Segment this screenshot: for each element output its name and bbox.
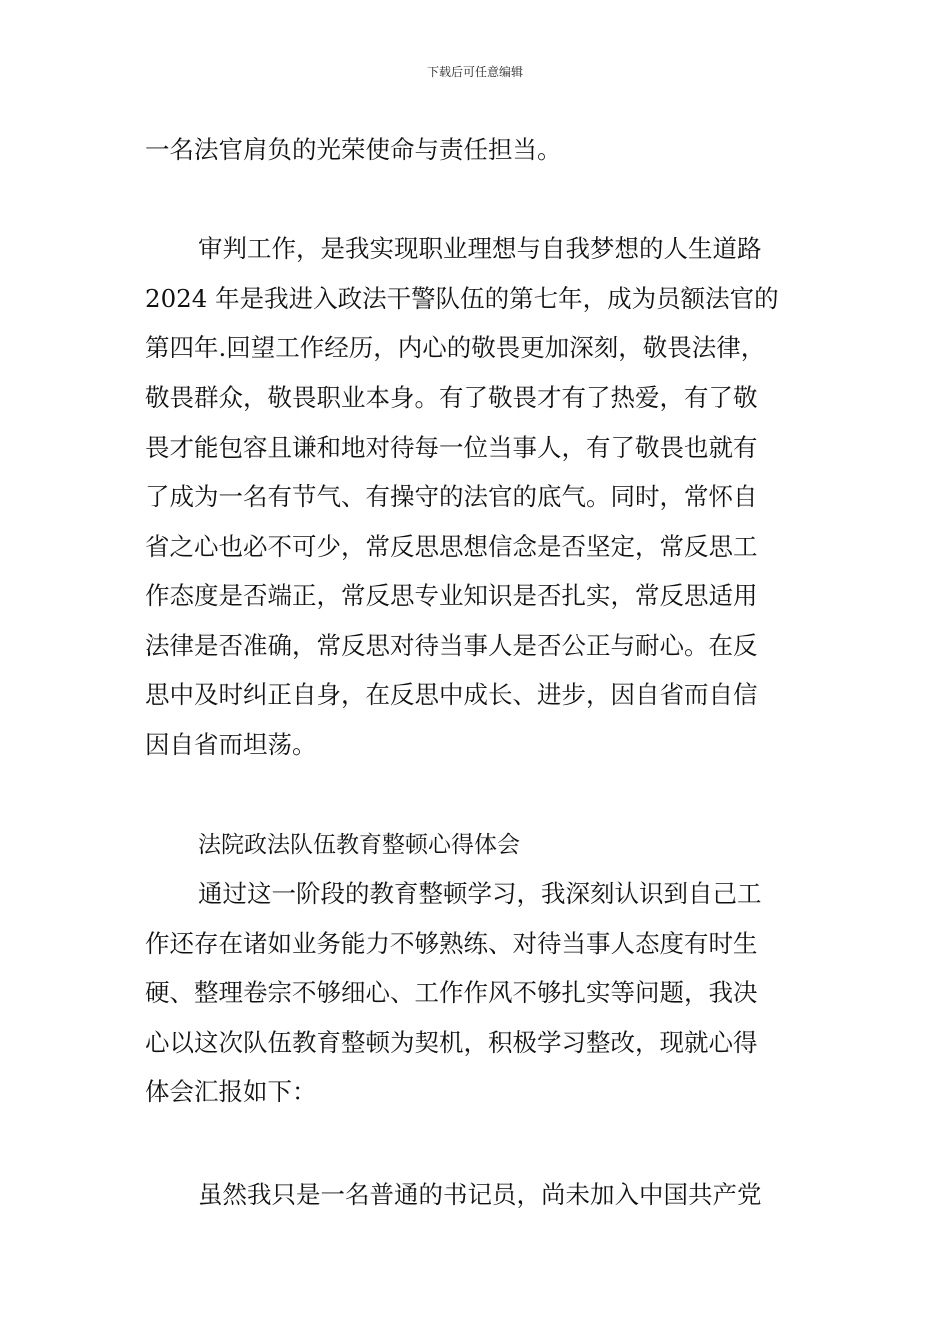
paragraph-4-line-1: 虽然我只是一名普通的书记员，尚未加入中国共产党	[198, 1180, 762, 1209]
page-header: 下载后可任意编辑	[426, 65, 523, 79]
paragraph-2-line-3: 第四年.回望工作经历，内心的敬畏更加深刻，敬畏法律，	[145, 333, 766, 362]
paragraph-3-line-1: 通过这一阶段的教育整顿学习，我深刻认识到自己工	[198, 879, 762, 908]
paragraph-2-line-11: 因自省而坦荡。	[145, 730, 317, 759]
paragraph-3-line-2: 作还存在诸如业务能力不够熟练、对待当事人态度有时生	[145, 929, 758, 958]
paragraph-2-line-7: 省之心也必不可少，常反思思想信念是否坚定，常反思工	[145, 532, 758, 561]
paragraph-2-line-8: 作态度是否端正，常反思专业知识是否扎实，常反思适用	[145, 581, 758, 610]
paragraph-2-line-4: 敬畏群众，敬畏职业本身。有了敬畏才有了热爱，有了敬	[145, 383, 758, 412]
paragraph-3-line-4: 心以这次队伍教育整顿为契机，积极学习整改，现就心得	[145, 1028, 758, 1057]
paragraph-2-line-6: 了成为一名有节气、有操守的法官的底气。同时，常怀自	[145, 482, 758, 511]
paragraph-3-line-5: 体会汇报如下：	[145, 1077, 317, 1106]
section-heading: 法院政法队伍教育整顿心得体会	[198, 832, 520, 858]
paragraph-2-line-10: 思中及时纠正自身，在反思中成长、进步，因自省而自信	[145, 680, 758, 709]
paragraph-3-line-3: 硬、整理卷宗不够细心、工作作风不够扎实等问题，我决	[145, 978, 758, 1007]
paragraph-2-line-5: 畏才能包容且谦和地对待每一位当事人，有了敬畏也就有	[145, 433, 758, 462]
paragraph-2-line-9: 法律是否准确，常反思对待当事人是否公正与耐心。在反	[145, 631, 758, 660]
paragraph-2-line-1: 审判工作，是我实现职业理想与自我梦想的人生道路	[198, 234, 762, 263]
paragraph-2-line-2: 2024 年是我进入政法干警队伍的第七年，成为员额法官的	[145, 284, 779, 313]
paragraph-1-line-1: 一名法官肩负的光荣使命与责任担当。	[145, 135, 562, 164]
